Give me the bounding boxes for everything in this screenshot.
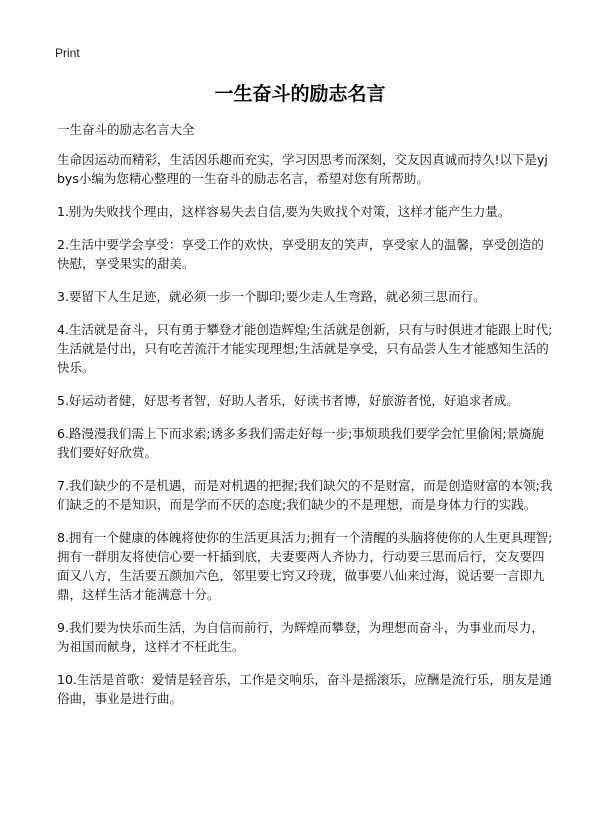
- quote-9: 9.我们要为快乐而生活，为自信而前行，为辉煌而攀登，为理想而奋斗，为事业而尽力，为祖国而献身，这样才不枉此生。: [57, 620, 544, 654]
- quote-8: 8.拥有一个健康的体魄将使你的生活更具活力;拥有一个清醒的头脑将使你的人生更具理智;拥有一群朋友将使信心要一杆插到底，夫妻要两人齐协力，行动要三思而后行，交友要四面又八方，生活要五颜加六色，邻里要七窍又玲珑，做事要八仙来过海，说话要一言即九鼎，这样生活才能满意十分。: [57, 530, 553, 602]
- quote-5: 5.好运动者健，好思考者智，好助人者乐，好读书者博，好旅游者悦，好追求者成。: [57, 393, 519, 408]
- quote-4: 4.生活就是奋斗，只有勇于攀登才能创造辉煌;生活就是创新，只有与时俱进才能跟上时代;生活就是付出，只有吃苦流汗才能实现理想;生活就是享受，只有品尝人生才能感知生活的快乐。: [57, 322, 553, 375]
- intro-paragraph: 生命因运动而精彩，生活因乐趣而充实，学习因思考而深刻，交友因真诚而持久!以下是yjbys小编为您精心整理的一生奋斗的励志名言，希望对您有所帮助。: [57, 152, 548, 186]
- quote-7: 7.我们缺少的不是机遇，而是对机遇的把握;我们缺欠的不是财富，而是创造财富的本领;我们缺乏的不是知识，而是学而不厌的态度;我们缺少的不是理想，而是身体力行的实践。: [57, 478, 553, 512]
- quote-10: 10.生活是首歌：爱情是轻音乐，工作是交响乐，奋斗是摇滚乐，应酬是流行乐，朋友是通俗曲，事业是进行曲。: [57, 672, 552, 706]
- print-link[interactable]: Print: [55, 46, 80, 60]
- article-body: [57, 150, 553, 722]
- quote-6: 6.路漫漫我们需上下而求索;诱多多我们需走好每一步;事烦琐我们要学会忙里偷闲;景旖旎我们要好好欣赏。: [57, 426, 545, 460]
- quote-1: 1.别为失败找个理由，这样容易失去自信,要为失败找个对策，这样才能产生力量。: [57, 204, 511, 219]
- quote-2: 2.生活中要学会享受：享受工作的欢快，享受朋友的笑声，享受家人的温馨，享受创造的快慰，享受果实的甜美。: [57, 237, 544, 271]
- quote-3: 3.要留下人生足迹，就必须一步一个脚印;要少走人生弯路，就必须三思而行。: [57, 289, 486, 304]
- subtitle: 一生奋斗的励志名言大全: [57, 122, 195, 137]
- page-title: 一生奋斗的励志名言: [214, 83, 386, 105]
